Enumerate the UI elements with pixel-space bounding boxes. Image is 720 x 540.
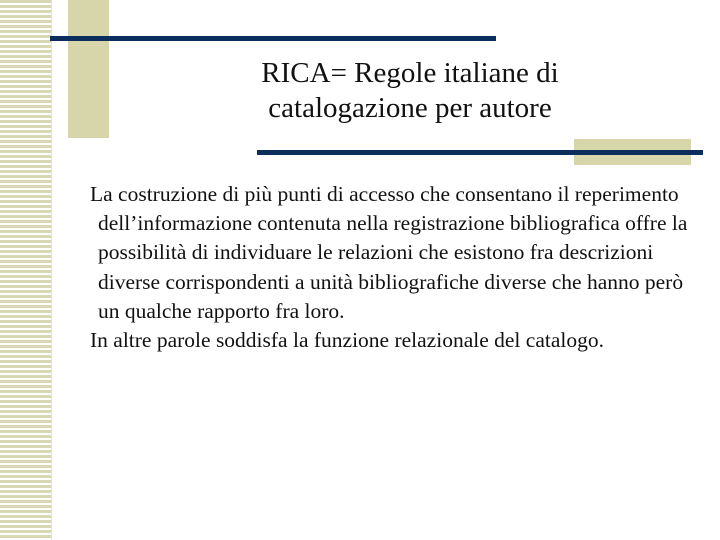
body-paragraph-1: La costruzione di più punti di accesso che consentano il reperimento dell’informazione contenuta nella registrazione bibliografica offre la possibilità di individuare le relazioni che esistono fra descrizioni diverse corrispondenti a unità bibliografiche diverse che hanno però un qualche rapporto fra loro. <box>90 182 688 323</box>
slide-title-line-1: RICA= Regole italiane di <box>261 57 559 89</box>
bottom-rule-line <box>257 150 703 155</box>
top-rule-line <box>50 36 496 41</box>
left-stripe-edge <box>51 0 52 540</box>
top-accent-block <box>68 0 109 138</box>
slide-title-line-2: catalogazione per autore <box>268 92 552 124</box>
body-paragraph-2: In altre parole soddisfa la funzione relazionale del catalogo. <box>90 328 604 353</box>
slide-body <box>90 180 690 355</box>
left-stripe-pattern <box>0 0 51 540</box>
slide-title <box>160 56 660 126</box>
